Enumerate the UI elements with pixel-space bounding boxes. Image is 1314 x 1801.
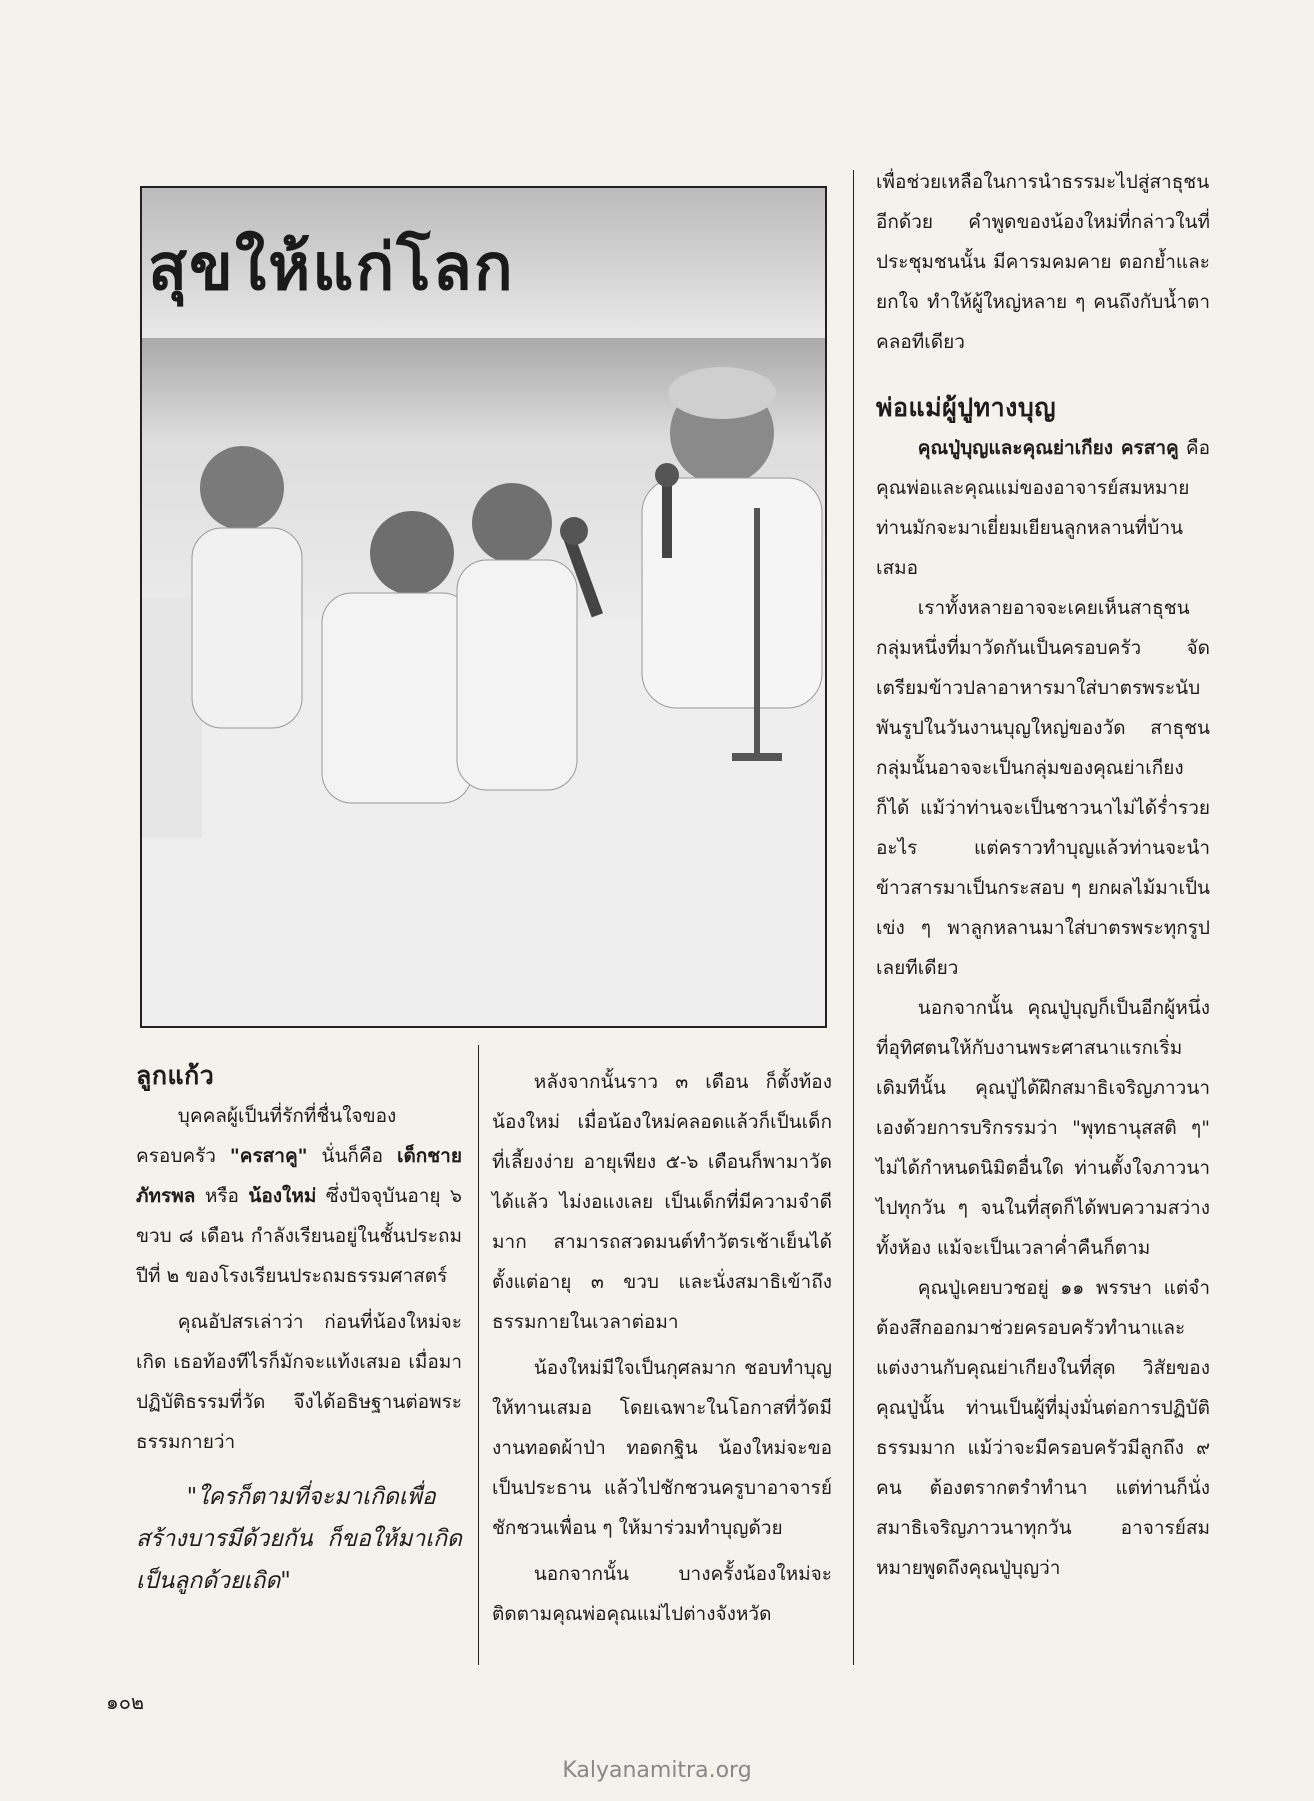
text: นั่นก็คือ <box>307 1145 397 1167</box>
section-heading-parents: พ่อแม่ผู้ปูทางบุญ <box>876 393 1056 422</box>
page-number: ๑๐๒ <box>106 1690 145 1714</box>
paragraph: คุณอัปสรเล่าว่า ก่อนที่น้องใหม่จะเกิด เธอท้องทีไรก็มักจะแท้งเสมอ เมื่อมาปฏิบัติธรรมที่วัด จึงได้อธิษฐานต่อพระธรรมกายว่า <box>136 1311 462 1453</box>
paragraph: คุณปู่เคยบวชอยู่ ๑๑ พรรษา แต่จำต้องสึกออกมาช่วยครอบครัวทำนาและแต่งงานกับคุณย่าเกียงในที่สุด วิสัยของคุณปู่นั้น ท่านเป็นผู้ที่มุ่งมั่นต่อการปฏิบัติธรรมมาก แม้ว่าจะมีครอบครัวมีลูกถึง ๙ คน ต้องตรากตรำทำนา แต่ท่านก็นั่งสมาธิเจริญภาวนาทุกวัน อาจารย์สมหมายพูดถึงคุณปู่บุญว่า <box>876 1277 1210 1579</box>
text-bold: น้องใหม่ <box>248 1185 317 1207</box>
text-bold: เด็กชายภัทรพล <box>136 1145 462 1207</box>
paragraph: นอกจากนั้น คุณปู่บุญก็เป็นอีกผู้หนึ่งที่อุทิศตนให้กับงานพระศาสนาแรกเริ่มเดิมทีนั้น คุณปู่ได้ฝึกสมาธิเจริญภาวนาเองด้วยการบริกรรมว่า "พุทธานุสสติ ๆ" ไม่ได้กำหนดนิมิตอื่นใด ท่านตั้งใจภาวนาไปทุกวัน ๆ จนในที่สุดก็ได้พบความสว่างทั้งห้อง แม้จะเป็นเวลาค่ำคืนก็ตาม <box>876 997 1210 1259</box>
paragraph: น้องใหม่มีใจเป็นกุศลมาก ชอบทำบุญให้ทานเสมอ โดยเฉพาะในโอกาสที่วัดมีงานทอดผ้าป่า ทอดกฐิน น้องใหม่จะขอเป็นประธาน แล้วไปชักชวนครูบาอาจารย์ ชักชวนเพื่อน ๆ ให้มาร่วมทำบุญด้วย <box>492 1357 832 1539</box>
paragraph: เราทั้งหลายอาจจะเคยเห็นสาธุชนกลุ่มหนึ่งที่มาวัดกันเป็นครอบครัว จัดเตรียมข้าวปลาอาหารมาใส่บาตรพระนับพันรูปในวันงานบุญใหญ่ของวัด สาธุชนกลุ่มนั้นอาจจะเป็นกลุ่มของคุณย่าเกียงก็ได้ แม้ว่าท่านจะเป็นชาวนาไม่ได้ร่ำรวยอะไร แต่คราวทำบุญแล้วท่านจะนำข้าวสารมาเป็นกระสอบ ๆ ยกผลไม้มาเป็นเข่ง ๆ พาลูกหลานมาใส่บาตรพระทุกรูปเลยทีเดียว <box>876 597 1210 979</box>
text-bold: "ครสาคู" <box>229 1145 308 1167</box>
text-bold: คุณปู่บุญและคุณย่าเกียง ครสาคู <box>917 437 1179 459</box>
banner-text: สุขให้แก่โลก <box>148 231 515 305</box>
text: ซึ่งปัจจุบันอายุ ๖ ขวบ ๘ เดือน กำลังเรียนอยู่ในชั้นประถมปีที่ ๒ ของโรงเรียนประถมธรรมศาสตร์ <box>136 1185 462 1287</box>
photo-children-on-stage <box>140 186 827 1028</box>
paragraph: นอกจากนั้น บางครั้งน้องใหม่จะติดตามคุณพ่อคุณแม่ไปต่างจังหวัด <box>492 1563 832 1625</box>
right-column <box>876 162 1210 1588</box>
paragraph: เพื่อช่วยเหลือในการนำธรรมะไปสู่สาธุชนอีกด้วย คำพูดของน้องใหม่ที่กล่าวในที่ประชุมชนนั้น มีคารมคมคาย ตอกย้ำและยกใจ ทำให้ผู้ใหญ่หลาย ๆ คนถึงกับน้ำตาคลอทีเดียว <box>876 171 1210 353</box>
paragraph: หลังจากนั้นราว ๓ เดือน ก็ตั้งท้องน้องใหม่ เมื่อน้องใหม่คลอดแล้วก็เป็นเด็กที่เลี้ยงง่าย อายุเพียง ๕-๖ เดือนก็พามาวัดได้แล้ว ไม่งอแงเลย เป็นเด็กที่มีความจำดีมาก สามารถสวดมนต์ทำวัตรเช้าเย็นได้ตั้งแต่อายุ ๓ ขวบ และนั่งสมาธิเข้าถึงธรรมกายในเวลาต่อมา <box>492 1071 832 1333</box>
column-divider <box>853 170 854 1665</box>
text: คือคุณพ่อและคุณแม่ของอาจารย์สมหมาย ท่านมักจะมาเยี่ยมเยียนลูกหลานที่บ้านเสมอ <box>876 437 1210 579</box>
photo-figures <box>142 188 825 1026</box>
left-column <box>136 1056 462 1602</box>
section-heading-luk-kaew: ลูกแก้ว <box>136 1061 215 1090</box>
paragraph <box>136 1096 462 1296</box>
quote: "ใครก็ตามที่จะมาเกิดเพื่อสร้างบารมีด้วยกัน ก็ขอให้มาเกิดเป็นลูกด้วยเถิด" <box>136 1484 462 1594</box>
middle-column <box>492 1062 832 1634</box>
text: บุคคลผู้เป็นที่รักที่ชื่นใจของครอบครัว <box>136 1105 397 1167</box>
column-divider <box>478 1045 479 1665</box>
text: หรือ <box>195 1185 249 1207</box>
paragraph <box>876 428 1210 588</box>
footer-watermark: Kalyanamitra.org <box>562 1758 752 1783</box>
